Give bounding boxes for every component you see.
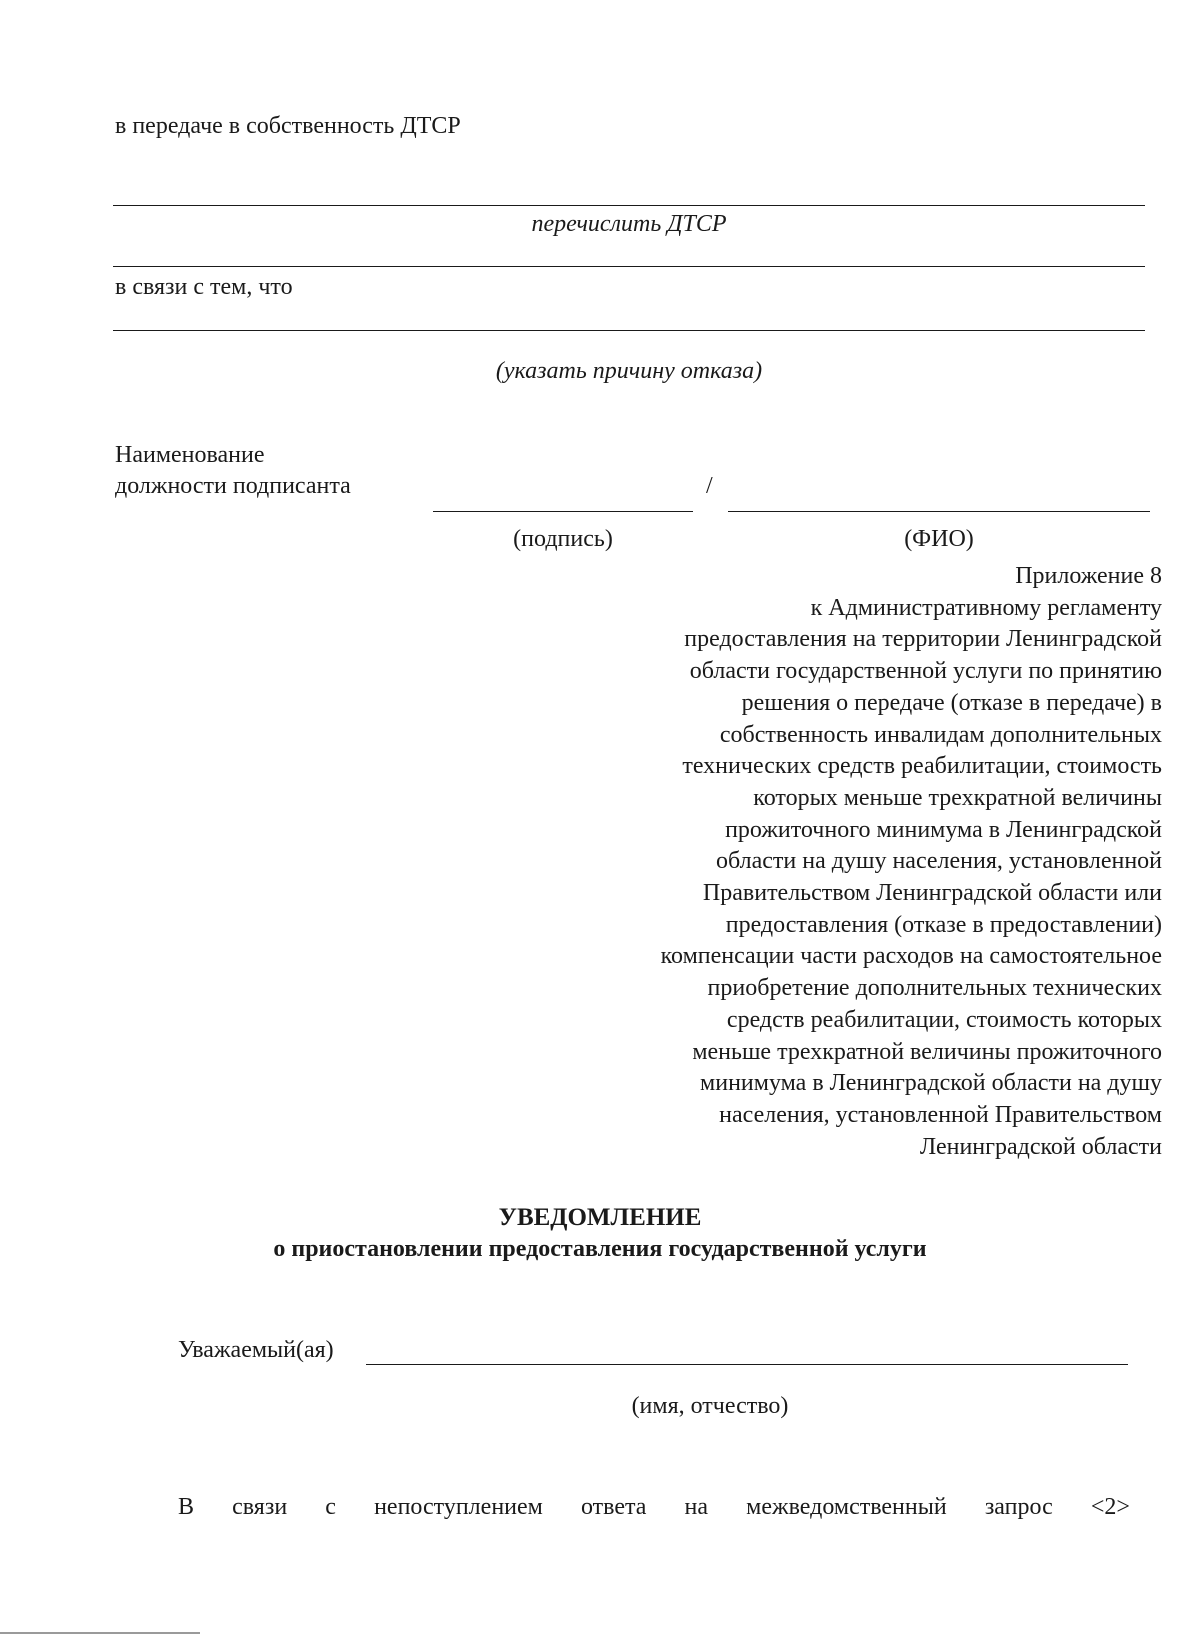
- signature-field-line[interactable]: [433, 511, 693, 512]
- signatory-label-line1: Наименование: [115, 442, 265, 468]
- appendix-block: [500, 561, 1162, 1163]
- notice-title: УВЕДОМЛЕНИЕ: [498, 1204, 702, 1231]
- dtsr-list-field-line-2[interactable]: [113, 266, 1145, 267]
- reason-hint: (указать причину отказа): [495, 358, 763, 384]
- appendix-line: технических средств реабилитации, стоимость: [682, 753, 1162, 780]
- appendix-line: области на душу населения, установленной: [716, 848, 1162, 875]
- appendix-line: к Административному регламенту: [810, 594, 1162, 621]
- notice-subtitle: о приостановлении предоставления государственной услуги: [273, 1236, 927, 1262]
- appendix-line: прожиточного минимума в Ленинградской: [725, 816, 1162, 843]
- body-word: связи: [232, 1494, 288, 1520]
- appendix-line: Правительством Ленинградской области или: [702, 880, 1162, 907]
- body-word: с: [325, 1494, 336, 1520]
- body-word: непоступлением: [374, 1494, 543, 1520]
- appendix-line: средств реабилитации, стоимость которых: [726, 1006, 1162, 1033]
- scan-edge-line: [0, 1632, 200, 1634]
- notice-body-line: [178, 1493, 1130, 1521]
- signature-hint: (подпись): [513, 526, 613, 552]
- appendix-line: собственность инвалидам дополнительных: [719, 721, 1162, 748]
- appendix-line: предоставления на территории Ленинградской: [684, 626, 1162, 653]
- appendix-line: Приложение 8: [1015, 563, 1162, 589]
- appendix-line: компенсации части расходов на самостоятельное: [660, 943, 1162, 970]
- appendix-line: приобретение дополнительных технических: [707, 975, 1162, 1002]
- body-word: В: [178, 1494, 195, 1520]
- appendix-line: области государственной услуги по принятию: [689, 658, 1162, 685]
- fio-field-line[interactable]: [728, 511, 1150, 512]
- appendix-line: которых меньше трехкратной величины: [753, 784, 1162, 811]
- dtsr-list-field-line[interactable]: [113, 205, 1145, 206]
- salutation: Уважаемый(ая): [178, 1337, 334, 1363]
- body-word: запрос: [984, 1494, 1053, 1520]
- recipient-name-field-line[interactable]: [366, 1364, 1128, 1365]
- signatory-label-line2: должности подписанта: [115, 473, 351, 499]
- body-word: на: [684, 1494, 709, 1520]
- body-word: <2>: [1090, 1494, 1130, 1520]
- appendix-line: решения о передаче (отказе в передаче) в: [741, 689, 1162, 716]
- reason-line: в связи с тем, что: [115, 274, 293, 300]
- body-word: ответа: [580, 1494, 647, 1520]
- transfer-line: в передаче в собственность ДТСР: [115, 113, 461, 139]
- fio-hint: (ФИО): [904, 526, 974, 552]
- body-word: межведомственный: [746, 1494, 947, 1520]
- appendix-line: населения, установленной Правительством: [719, 1101, 1162, 1128]
- list-hint: перечислить ДТСР: [531, 211, 727, 237]
- recipient-name-hint: (имя, отчество): [631, 1393, 789, 1419]
- appendix-line: минимума в Ленинградской области на душу: [700, 1070, 1162, 1097]
- reason-field-line[interactable]: [113, 330, 1145, 331]
- signature-separator: /: [706, 473, 713, 499]
- appendix-line: предоставления (отказе в предоставлении): [725, 911, 1162, 938]
- appendix-line: меньше трехкратной величины прожиточного: [692, 1038, 1162, 1065]
- appendix-line: Ленинградской области: [919, 1133, 1162, 1160]
